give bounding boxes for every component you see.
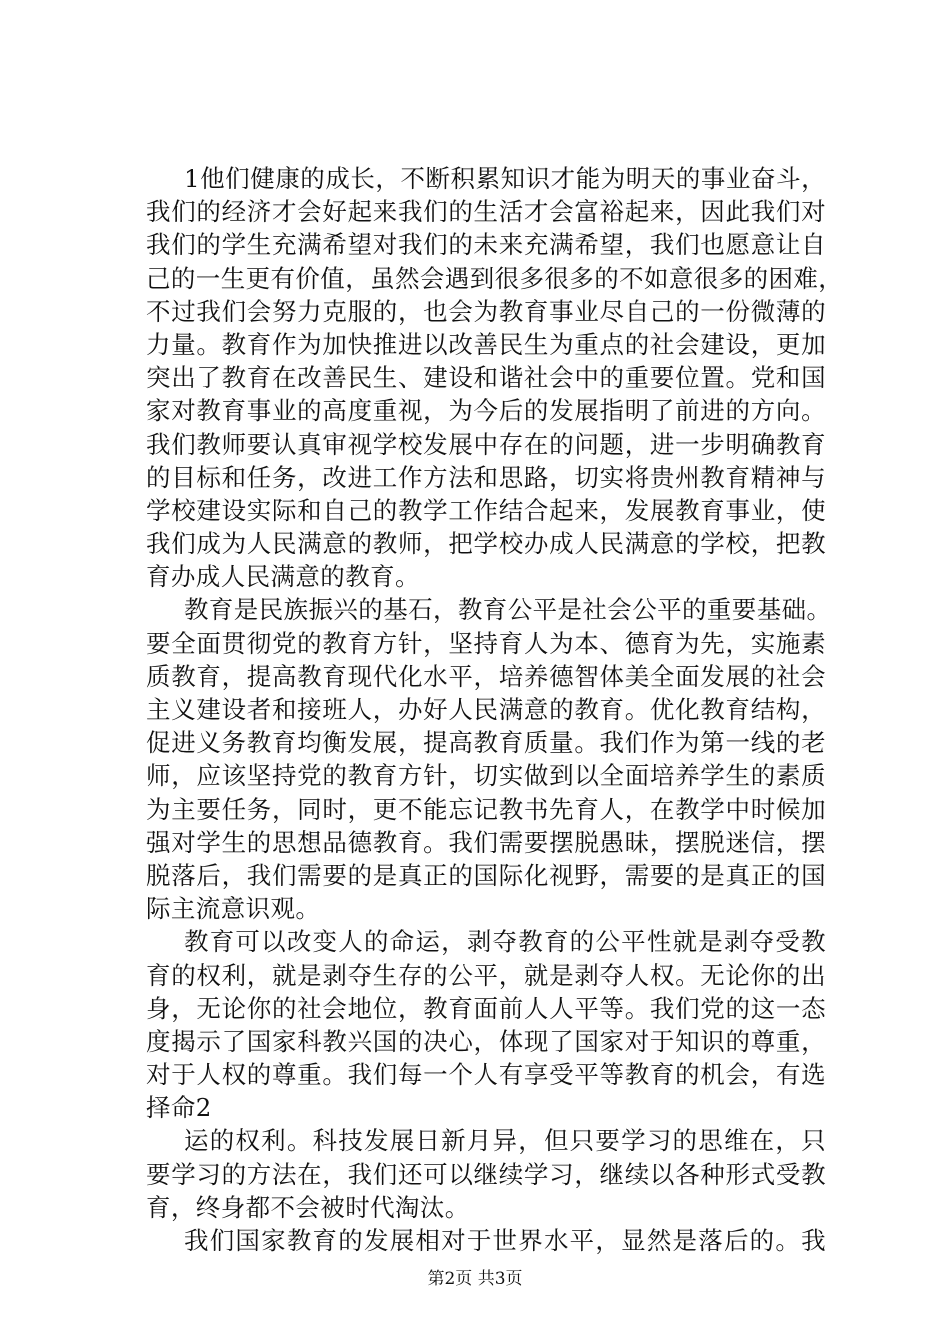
text-line: 我们的学生充满希望对我们的未来充满希望，我们也愿意让自 — [146, 230, 826, 260]
text-line: 育的权利，就是剥夺生存的公平，就是剥夺人权。无论你的出 — [146, 960, 826, 990]
text-line: 际主流意识观。 — [146, 894, 321, 924]
text-line: 突出了教育在改善民生、建设和谐社会中的重要位置。党和国 — [146, 363, 826, 393]
text-line: 择命2 — [146, 1093, 212, 1123]
text-line: 1他们健康的成长，不断积累知识才能为明天的事业奋斗， — [184, 164, 826, 193]
text-line: 身，无论你的社会地位，教育面前人人平等。我们党的这一态 — [146, 993, 826, 1023]
text-line: 为主要任务，同时，更不能忘记教书先育人，在教学中时候加 — [146, 794, 826, 824]
paragraph-5 — [146, 1224, 826, 1257]
text-line: 家对教育事业的高度重视，为今后的发展指明了前进的方向。 — [146, 396, 826, 426]
text-line: 强对学生的思想品德教育。我们需要摆脱愚昧，摆脱迷信，摆 — [146, 827, 826, 857]
text-line: 我们教师要认真审视学校发展中存在的问题，进一步明确教育 — [146, 429, 826, 459]
text-line: 师，应该坚持党的教育方针，切实做到以全面培养学生的素质 — [146, 761, 826, 791]
text-line: 促进义务教育均衡发展，提高教育质量。我们作为第一线的老 — [146, 728, 826, 758]
text-line: 我们成为人民满意的教师，把学校办成人民满意的学校，把教 — [146, 529, 826, 559]
paragraph-3 — [146, 925, 826, 1124]
text-line: 不过我们会努力克服的，也会为教育事业尽自己的一份微薄的 — [146, 296, 826, 326]
text-line: 要全面贯彻党的教育方针，坚持育人为本、德育为先，实施素 — [146, 628, 826, 658]
text-line: 力量。教育作为加快推进以改善民生为重点的社会建设，更加 — [146, 329, 826, 359]
document-body — [146, 162, 844, 1257]
text-line: 我们的经济才会好起来我们的生活才会富裕起来，因此我们对 — [146, 197, 826, 227]
text-line: 主义建设者和接班人，办好人民满意的教育。优化教育结构， — [146, 695, 826, 724]
text-line: 的目标和任务，改进工作方法和思路，切实将贵州教育精神与 — [146, 462, 826, 492]
text-line: 质教育，提高教育现代化水平，培养德智体美全面发展的社会 — [146, 661, 826, 691]
text-line: 己的一生更有价值，虽然会遇到很多很多的不如意很多的困难， — [146, 263, 844, 293]
paragraph-2 — [146, 593, 832, 925]
text-line: 教育是民族振兴的基石，教育公平是社会公平的重要基础。 — [184, 595, 832, 625]
page-number-label: 第2页 共3页 — [427, 1269, 523, 1289]
text-line: 要学习的方法在，我们还可以继续学习，继续以各种形式受教 — [146, 1159, 826, 1189]
text-line: 教育可以改变人的命运，剥夺教育的公平性就是剥夺受教 — [184, 927, 826, 957]
text-line: 育，终身都不会被时代淘汰。 — [146, 1192, 470, 1222]
text-line: 运的权利。科技发展日新月异，但只要学习的思维在，只 — [184, 1126, 826, 1156]
text-line: 度揭示了国家科教兴国的决心，体现了国家对于知识的尊重， — [146, 1026, 826, 1056]
text-line: 学校建设实际和自己的教学工作结合起来，发展教育事业，使 — [146, 495, 826, 525]
paragraph-1 — [146, 162, 844, 593]
text-line: 对于人权的尊重。我们每一个人有享受平等教育的机会，有选 — [146, 1060, 826, 1090]
text-line: 我们国家教育的发展相对于世界水平，显然是落后的。我 — [184, 1226, 826, 1255]
text-line: 育办成人民满意的教育。 — [146, 562, 420, 592]
paragraph-4 — [146, 1124, 826, 1224]
text-line: 脱落后，我们需要的是真正的国际化视野，需要的是真正的国 — [146, 860, 826, 890]
page-footer — [0, 1269, 950, 1289]
